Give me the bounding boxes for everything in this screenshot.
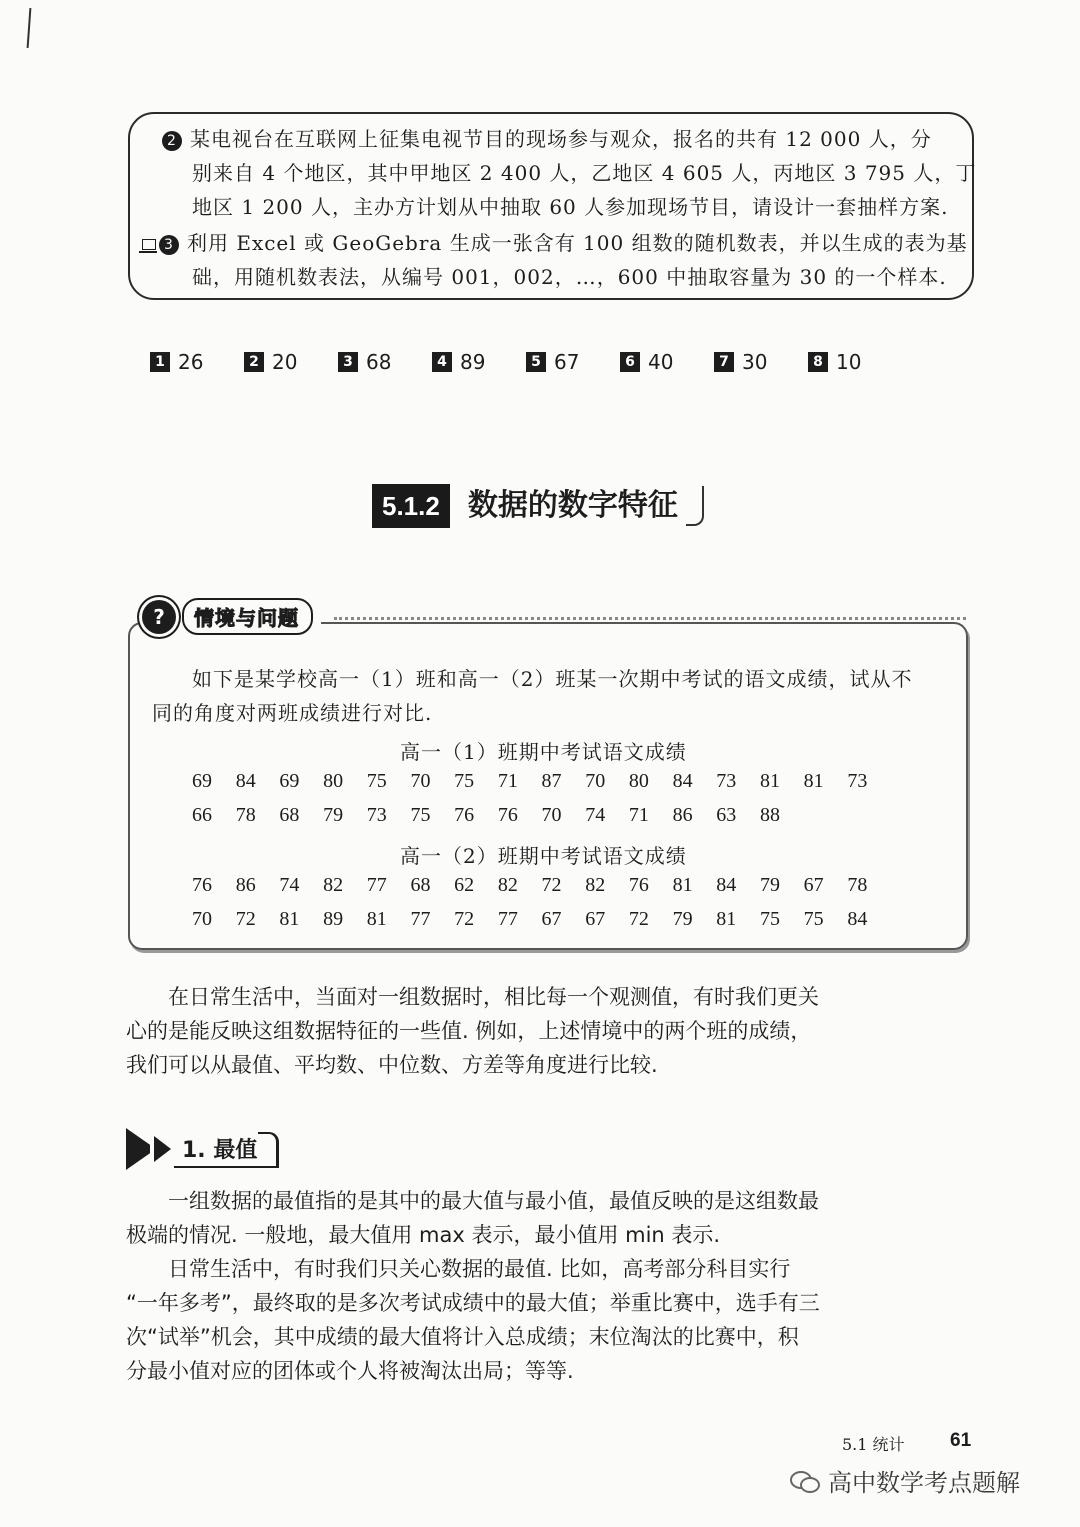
class2-row-2 <box>192 908 891 931</box>
paragraph-line: “一年多考”，最终取的是多次考试成绩中的最大值；举重比赛中，选手有三 <box>126 1291 820 1315</box>
score: 71 <box>497 770 518 792</box>
body-paragraph-2 <box>126 1184 819 1252</box>
paragraph-line: 次“试举”机会，其中成绩的最大值将计入总成绩；末位淘汰的比赛中，积 <box>126 1325 799 1349</box>
answer-item: 8 10 <box>808 350 902 374</box>
paragraph-line: 一组数据的最值指的是其中的最大值与最小值，最值反映的是这组数最 <box>168 1189 819 1213</box>
score: 76 <box>497 804 518 826</box>
score: 86 <box>672 804 693 826</box>
scenario-intro-line-1: 如下是某学校高一（1）班和高一（2）班某一次期中考试的语文成绩，试从不 <box>192 667 913 691</box>
score: 68 <box>279 804 300 826</box>
score: 84 <box>235 770 256 792</box>
score: 84 <box>716 874 737 896</box>
body-paragraph-3 <box>126 1252 820 1388</box>
scenario-intro-line-2: 同的角度对两班成绩进行对比. <box>152 701 433 725</box>
score: 72 <box>454 908 475 930</box>
exercise-2-line-2: 别来自 4 个地区，其中甲地区 2 400 人，乙地区 4 605 人，丙地区 3 795 人，丁 <box>192 161 977 185</box>
wechat-icon <box>790 1469 820 1493</box>
paragraph-line: 日常生活中，有时我们只关心数据的最值. 比如，高考部分科目实行 <box>168 1257 791 1281</box>
paragraph-line: 心的是能反映这组数据特征的一些值. 例如，上述情境中的两个班的成绩， <box>126 1019 812 1043</box>
score: 82 <box>323 874 344 896</box>
answer-item: 1 26 <box>150 350 244 374</box>
computer-icon <box>142 239 156 250</box>
answer-number-square: 2 <box>244 352 264 372</box>
paragraph-line: 我们可以从最值、平均数、中位数、方差等角度进行比较. <box>126 1053 658 1077</box>
score: 67 <box>803 874 824 896</box>
class2-table-title: 高一（2）班期中考试语文成绩 <box>400 844 687 868</box>
subsection-heading <box>126 1128 286 1170</box>
score: 81 <box>716 908 737 930</box>
score: 78 <box>847 874 868 896</box>
score: 87 <box>541 770 562 792</box>
score: 73 <box>847 770 868 792</box>
page-number: 61 <box>950 1430 972 1451</box>
question-mark-icon: ? <box>142 600 176 634</box>
answer-number-square: 6 <box>620 352 640 372</box>
exercise-number-badge: 2 <box>162 131 182 151</box>
answer-item: 4 89 <box>432 350 526 374</box>
exercise-2-line-3: 地区 1 200 人，主办方计划从中抽取 60 人参加现场节目，请设计一套抽样方案. <box>192 195 949 219</box>
scenario-dotted-rule <box>334 617 966 620</box>
footer-section-label: 5.1 统计 <box>842 1435 905 1454</box>
exercise-2 <box>162 122 976 224</box>
score: 79 <box>323 804 344 826</box>
exercise-3-line-1: 3 利用 Excel 或 GeoGebra 生成一张含有 100 组数的随机数表，并以生成的表为基 <box>142 226 968 260</box>
exercise-2-line-1: 2 某电视台在互联网上征集电视节目的现场参与观众，报名的共有 12 000 人，分 <box>162 122 976 156</box>
exercise-number-badge: 3 <box>159 235 179 255</box>
answer-item: 5 67 <box>526 350 620 374</box>
paragraph-line: 极端的情况. 一般地，最大值用 max 表示，最小值用 min 表示. <box>126 1223 721 1247</box>
scenario-label: 情境与问题 <box>182 598 313 635</box>
score: 76 <box>454 804 475 826</box>
score: 75 <box>366 770 387 792</box>
score: 77 <box>410 908 431 930</box>
score: 84 <box>847 908 868 930</box>
score: 70 <box>585 770 606 792</box>
score: 72 <box>541 874 562 896</box>
paragraph-line: 分最小值对应的团体或个人将被淘汰出局；等等. <box>126 1359 574 1383</box>
score: 67 <box>541 908 562 930</box>
watermark <box>790 1463 1020 1498</box>
score: 82 <box>585 874 606 896</box>
score: 63 <box>716 804 737 826</box>
score: 70 <box>192 908 212 930</box>
answer-number-square: 3 <box>338 352 358 372</box>
score: 82 <box>497 874 518 896</box>
score: 79 <box>759 874 780 896</box>
class2-row-1 <box>192 874 891 897</box>
score: 69 <box>192 770 212 792</box>
score: 76 <box>628 874 649 896</box>
page-edge-mark <box>27 8 32 48</box>
answer-item: 6 40 <box>620 350 714 374</box>
score: 71 <box>628 804 649 826</box>
score: 81 <box>759 770 780 792</box>
class1-table-title: 高一（1）班期中考试语文成绩 <box>400 740 687 764</box>
answer-key-row <box>150 350 902 374</box>
answer-number-square: 8 <box>808 352 828 372</box>
score: 75 <box>454 770 475 792</box>
answer-number-square: 5 <box>526 352 546 372</box>
score: 74 <box>279 874 300 896</box>
section-heading <box>372 484 704 528</box>
score: 66 <box>192 804 212 826</box>
score: 80 <box>628 770 649 792</box>
scenario-badge <box>142 598 321 635</box>
score: 73 <box>366 804 387 826</box>
score: 75 <box>803 908 824 930</box>
body-paragraph-1 <box>126 980 819 1082</box>
answer-item: 7 30 <box>714 350 808 374</box>
answer-number-square: 1 <box>150 352 170 372</box>
exercise-3 <box>142 226 968 294</box>
answer-number-square: 7 <box>714 352 734 372</box>
score: 84 <box>672 770 693 792</box>
class1-row-1 <box>192 770 891 793</box>
score: 76 <box>192 874 212 896</box>
watermark-text: 高中数学考点题解 <box>828 1469 1020 1497</box>
score: 62 <box>454 874 475 896</box>
subsection-title: 1. 最值 <box>182 1138 258 1163</box>
score: 74 <box>585 804 606 826</box>
score: 70 <box>541 804 562 826</box>
score: 86 <box>235 874 256 896</box>
score: 70 <box>410 770 431 792</box>
score: 81 <box>672 874 693 896</box>
score: 69 <box>279 770 300 792</box>
score: 72 <box>235 908 256 930</box>
score: 78 <box>235 804 256 826</box>
answer-item: 3 68 <box>338 350 432 374</box>
section-title: 数据的数字特征 <box>450 484 704 528</box>
paragraph-line: 在日常生活中，当面对一组数据时，相比每一个观测值，有时我们更关 <box>168 985 819 1009</box>
score: 68 <box>410 874 431 896</box>
score: 81 <box>366 908 387 930</box>
score: 77 <box>366 874 387 896</box>
score: 75 <box>410 804 431 826</box>
class1-row-2 <box>192 804 804 827</box>
score: 77 <box>497 908 518 930</box>
score: 75 <box>759 908 780 930</box>
score: 89 <box>323 908 344 930</box>
score: 80 <box>323 770 344 792</box>
score: 81 <box>279 908 300 930</box>
score: 72 <box>628 908 649 930</box>
score: 79 <box>672 908 693 930</box>
answer-item: 2 20 <box>244 350 338 374</box>
section-number: 5.1.2 <box>372 484 450 528</box>
score: 67 <box>585 908 606 930</box>
exercise-3-line-2: 础，用随机数表法，从编号 001，002，…，600 中抽取容量为 30 的一个样本. <box>192 265 947 289</box>
score: 81 <box>803 770 824 792</box>
score: 73 <box>716 770 737 792</box>
score: 88 <box>759 804 780 826</box>
answer-number-square: 4 <box>432 352 452 372</box>
